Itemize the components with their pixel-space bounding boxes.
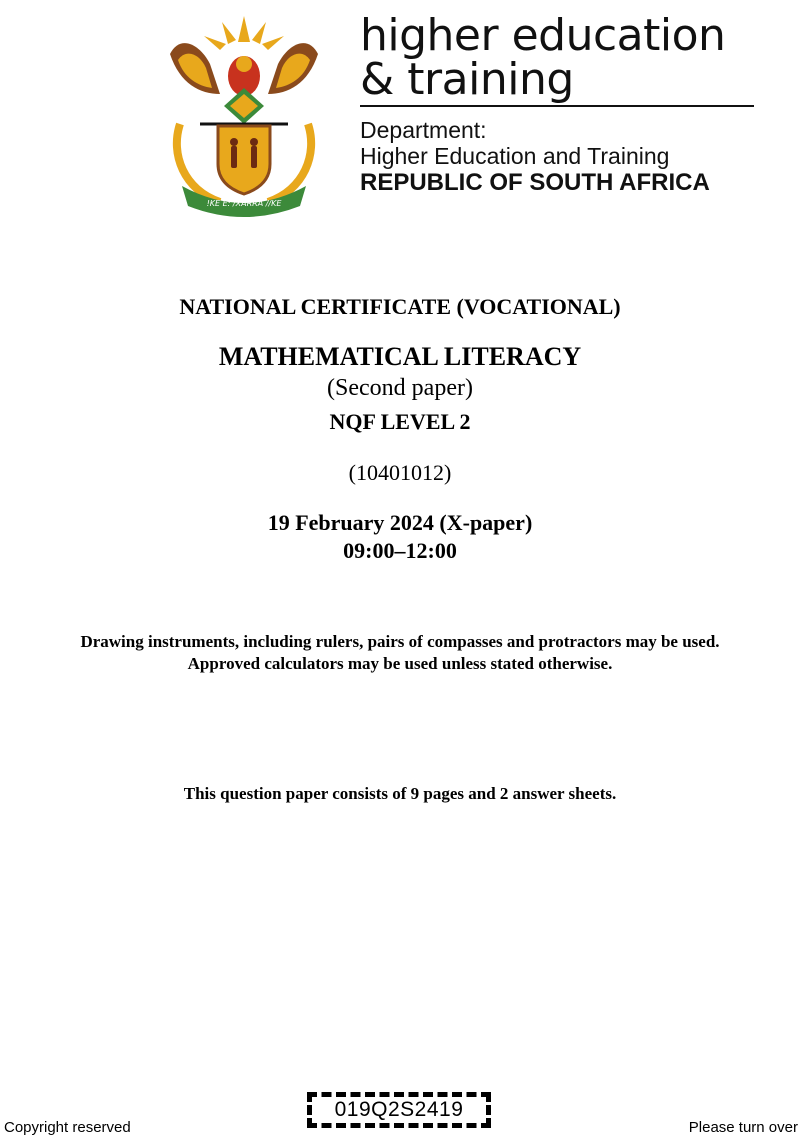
exam-time: 09:00–12:00 [343, 538, 457, 563]
country-name: REPUBLIC OF SOUTH AFRICA [360, 169, 710, 196]
department-name: Higher Education and Training [360, 143, 670, 169]
subject-title: MATHEMATICAL LITERACY [218, 342, 582, 371]
brand-line-1: higher education [360, 10, 726, 61]
pages-note: This question paper consists of 9 pages and 2 answer sheets. [183, 784, 617, 803]
paper-code-box [307, 1092, 491, 1128]
exam-date: 19 February 2024 (X-paper) [267, 510, 533, 535]
instruction-line-2: Approved calculators may be used unless stated otherwise. [187, 654, 613, 673]
nqf-level: NQF LEVEL 2 [329, 409, 471, 434]
turn-over-note: Please turn over [688, 1119, 798, 1136]
instruction-line-1: Drawing instruments, including rulers, pairs of compasses and protractors may be used. [80, 632, 720, 651]
copyright-notice: Copyright reserved [4, 1119, 131, 1136]
brand-divider [360, 105, 754, 107]
paper-code: 019Q2S2419 [334, 1098, 464, 1121]
crest-motto: !KE E: /XARRA //KE [206, 199, 282, 208]
certificate-title: NATIONAL CERTIFICATE (VOCATIONAL) [179, 294, 621, 319]
paper-number: (Second paper) [327, 375, 473, 401]
brand-line-2: & training [360, 54, 574, 105]
department-label: Department: [360, 117, 487, 143]
subject-code: (10401012) [348, 460, 452, 485]
coat-of-arms-logo [160, 14, 328, 218]
